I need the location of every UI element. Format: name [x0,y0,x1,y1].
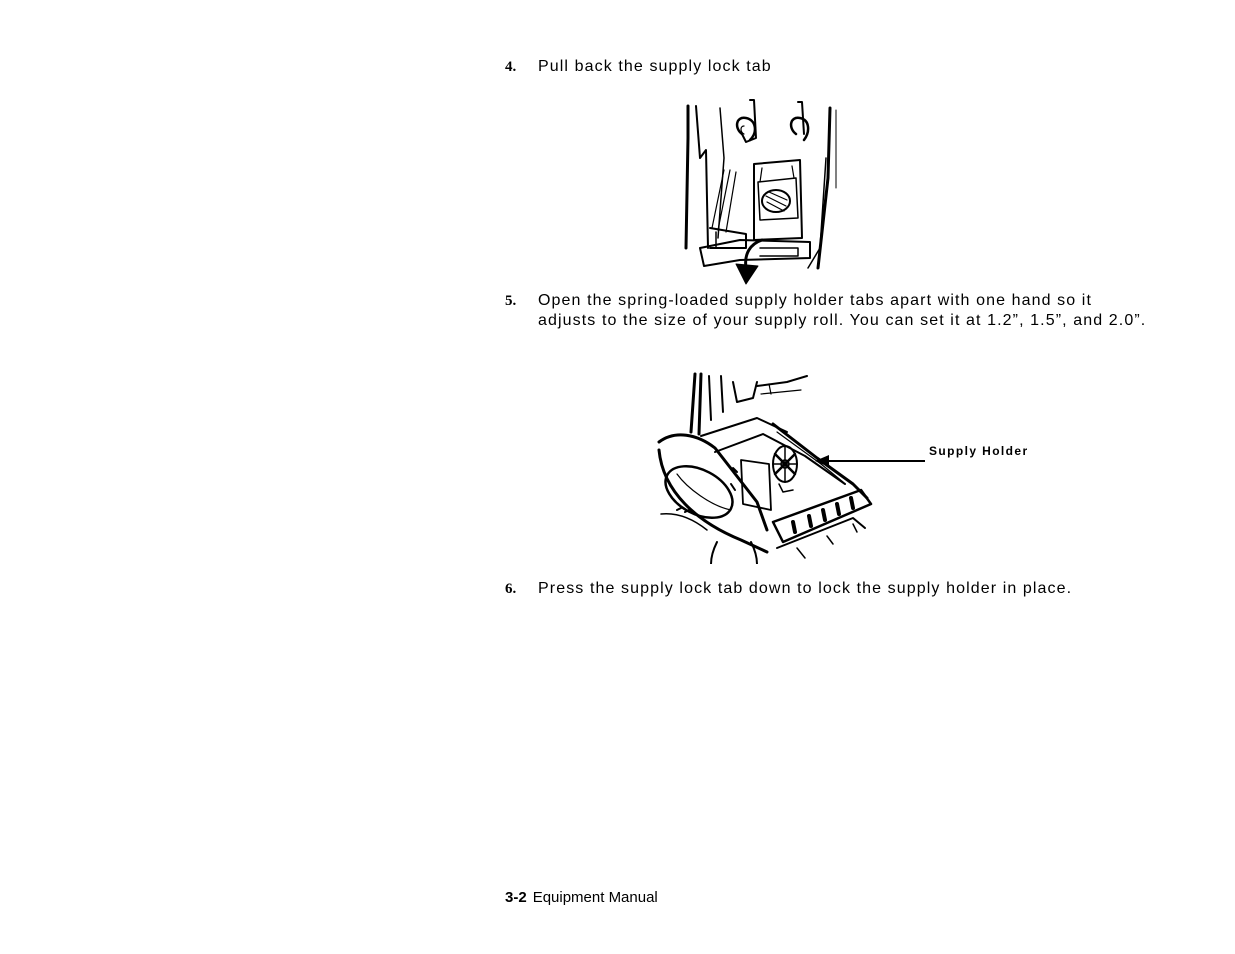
manual-title: Equipment Manual [532,889,658,906]
step-5 [505,291,1155,331]
step-number: 4. [505,59,517,75]
page-footer [505,889,658,906]
step-text: Press the supply lock tab down to lock the supply holder in place. [538,580,1073,597]
step-6 [505,579,1155,599]
step-number: 5. [505,293,517,309]
supply-lock-tab-illustration [670,98,842,288]
step-text: Pull back the supply lock tab [538,58,772,75]
page-number: 3-2 [505,889,527,906]
supply-holder-illustration [657,372,875,564]
supply-holder-callout: Supply Holder [929,444,1029,458]
step-4 [505,57,1155,77]
callout-arrow [815,455,927,467]
step-number: 6. [505,581,517,597]
step-text: Open the spring-loaded supply holder tabs apart with one hand so it adjusts to the size of your supply roll. You can set it at 1.2”, 1.5”, and 2.0”. [538,292,1147,329]
